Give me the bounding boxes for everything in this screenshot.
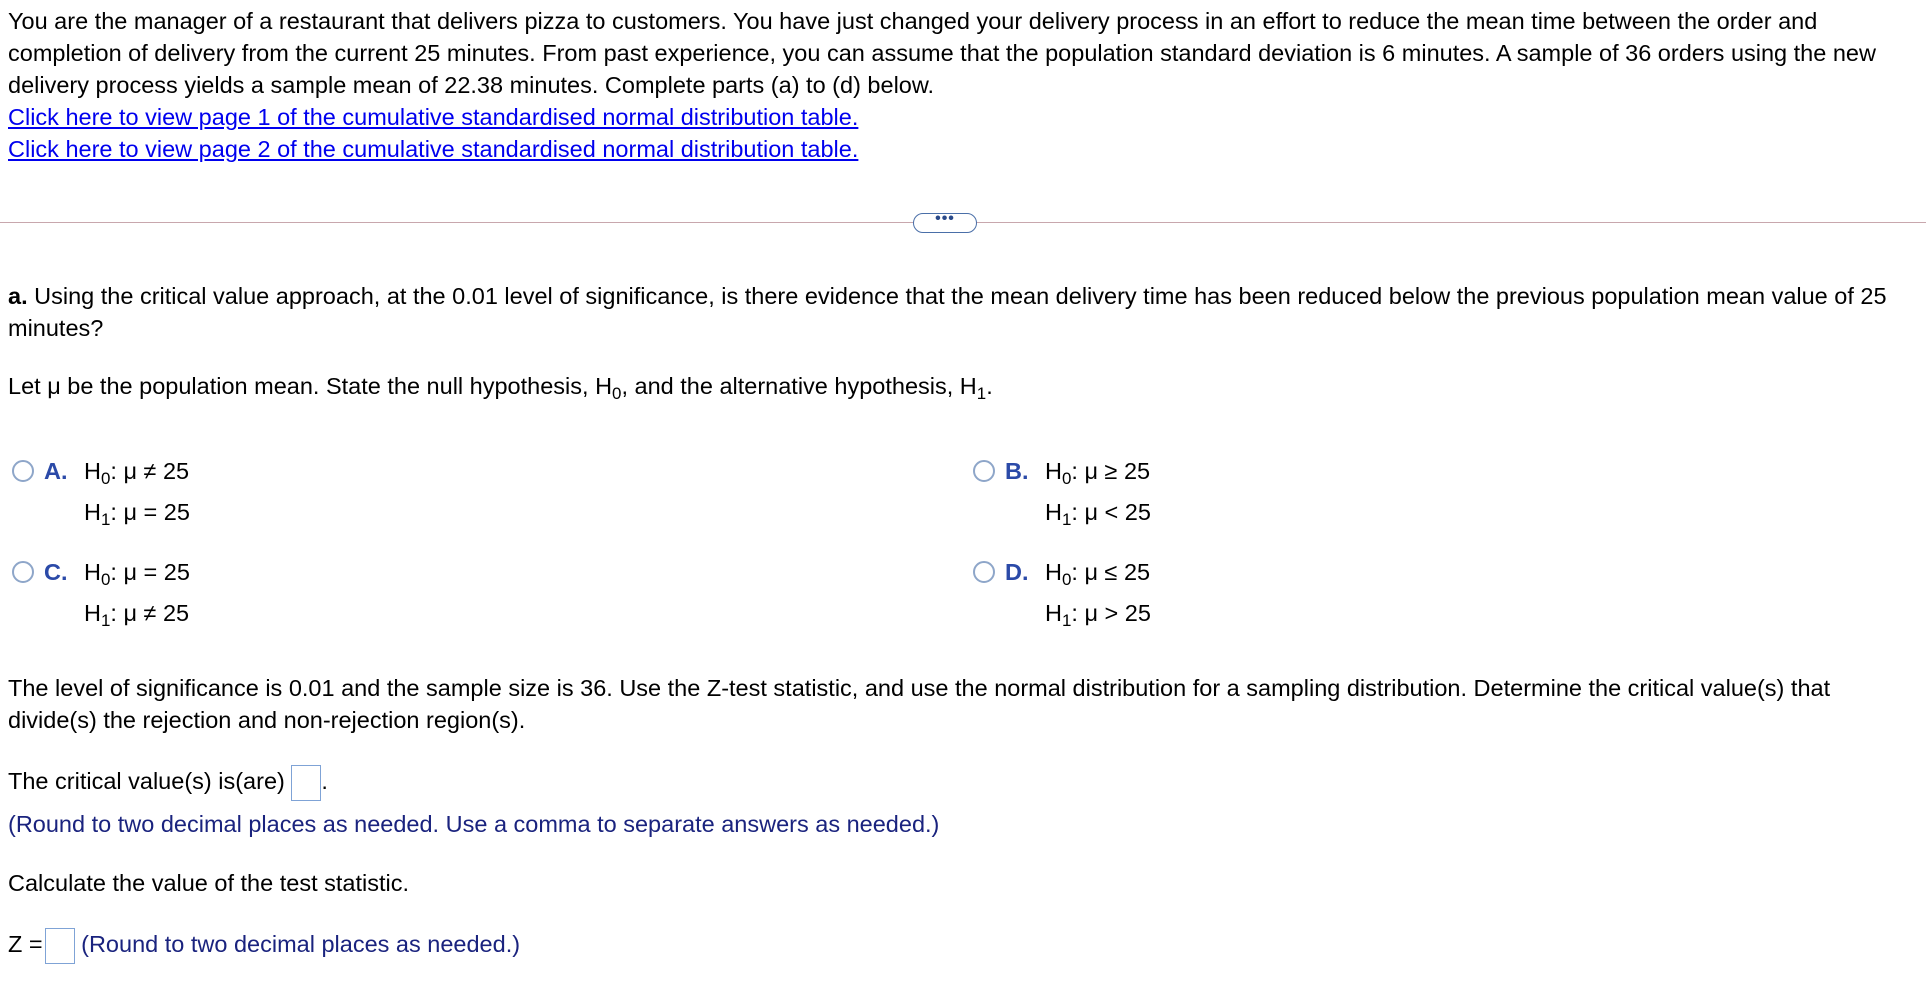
option-a-letter: A. [44, 458, 68, 484]
option-b-h1 [1045, 492, 1151, 533]
critical-value-input[interactable] [291, 765, 321, 801]
normal-table-page1-link[interactable]: Click here to view page 1 of the cumulative standardised normal distribution table. [8, 104, 859, 130]
instruction-text-end: . [986, 373, 993, 399]
intro-text: You are the manager of a restaurant that delivers pizza to customers. You have just changed your delivery process in an effort to reduce the mean time between the order and completion of delivery from the current 25 minutes. From past experience, you can assume that the population standard deviation is 6 minutes. A sample of 36 orders using the new delivery process yields a sample mean of 22.38 minutes. Complete parts (a) to (d) below. [8, 8, 1876, 98]
option-d-hypotheses [1045, 552, 1151, 634]
h0-sub: 0 [100, 469, 111, 489]
option-b-radio[interactable] [973, 460, 995, 482]
h0-sub: 0 [1061, 570, 1072, 590]
option-b-h0 [1045, 451, 1151, 492]
option-d-h1-text: : μ > 25 [1071, 600, 1151, 626]
option-c[interactable] [12, 555, 190, 634]
h-symbol: H [1045, 600, 1062, 626]
critical-value-paragraph: The level of significance is 0.01 and the sample size is 36. Use the Z-test statistic, and use the normal distribution for a sampling distribution. Determine the critical value(s) that divide(s) the rejection and non-rejection region(s). [8, 675, 1831, 733]
option-c-h1-text: : μ ≠ 25 [110, 600, 190, 626]
option-b-h0-text: : μ ≥ 25 [1071, 458, 1151, 484]
h-symbol: H [84, 499, 101, 525]
critical-value-line [8, 765, 328, 801]
h-symbol: H [1045, 458, 1062, 484]
option-d-h0-text: : μ ≤ 25 [1071, 559, 1151, 585]
h-symbol: H [84, 559, 101, 585]
option-c-hypotheses [84, 552, 190, 634]
option-b[interactable] [973, 454, 1151, 533]
option-a-h0 [84, 451, 190, 492]
h1-sub: 1 [100, 510, 111, 530]
test-statistic-label: Calculate the value of the test statistic. [8, 870, 410, 896]
h-symbol: H [84, 458, 101, 484]
option-a-h0-text: : μ ≠ 25 [110, 458, 190, 484]
more-options-button[interactable]: ••• [913, 213, 977, 233]
option-a-radio[interactable] [12, 460, 34, 482]
option-c-letter: C. [44, 559, 68, 585]
h1-sub: 1 [100, 611, 111, 631]
hypothesis-instruction [8, 370, 993, 402]
normal-table-page2-link[interactable]: Click here to view page 2 of the cumulative standardised normal distribution table. [8, 136, 859, 162]
h0-sub: 0 [1061, 469, 1072, 489]
option-c-radio[interactable] [12, 561, 34, 583]
z-value-line [8, 928, 520, 964]
option-a-h1 [84, 492, 190, 533]
critical-value-note: (Round to two decimal places as needed. Use a comma to separate answers as needed.) [8, 811, 940, 837]
h-symbol: H [1045, 559, 1062, 585]
option-a[interactable] [12, 454, 190, 533]
option-a-h1-text: : μ = 25 [110, 499, 190, 525]
option-c-h1 [84, 593, 190, 634]
h-symbol: H [84, 600, 101, 626]
part-a-question [8, 280, 1913, 344]
option-b-letter: B. [1005, 458, 1029, 484]
instruction-text-mid: , and the alternative hypothesis, H [621, 373, 977, 399]
h1-sub: 1 [1061, 510, 1072, 530]
option-c-h0-text: : μ = 25 [110, 559, 190, 585]
instruction-text-start: Let μ be the population mean. State the null hypothesis, H [8, 373, 613, 399]
option-d-radio[interactable] [973, 561, 995, 583]
critical-value-period: . [321, 768, 328, 795]
part-a-text: Using the critical value approach, at the 0.01 level of significance, is there evidence that the mean delivery time has been reduced below the previous population mean value of 25 minutes? [8, 283, 1887, 341]
option-d-h0 [1045, 552, 1151, 593]
option-a-hypotheses [84, 451, 190, 533]
option-d-h1 [1045, 593, 1151, 634]
z-value-input[interactable] [45, 928, 75, 964]
question-intro [8, 5, 1913, 165]
h1-sub: 1 [1061, 611, 1072, 631]
option-d-letter: D. [1005, 559, 1029, 585]
z-label: Z = [8, 931, 43, 958]
h0-sub: 0 [100, 570, 111, 590]
critical-value-label: The critical value(s) is(are) [8, 768, 285, 795]
option-b-hypotheses [1045, 451, 1151, 533]
part-a-label: a. [8, 283, 28, 309]
instruction-h1-subscript: 1 [976, 384, 987, 404]
option-c-h0 [84, 552, 190, 593]
instruction-h0-subscript: 0 [612, 384, 622, 404]
h-symbol: H [1045, 499, 1062, 525]
option-b-h1-text: : μ < 25 [1071, 499, 1151, 525]
option-d[interactable] [973, 555, 1151, 634]
z-value-note: (Round to two decimal places as needed.) [81, 931, 521, 958]
